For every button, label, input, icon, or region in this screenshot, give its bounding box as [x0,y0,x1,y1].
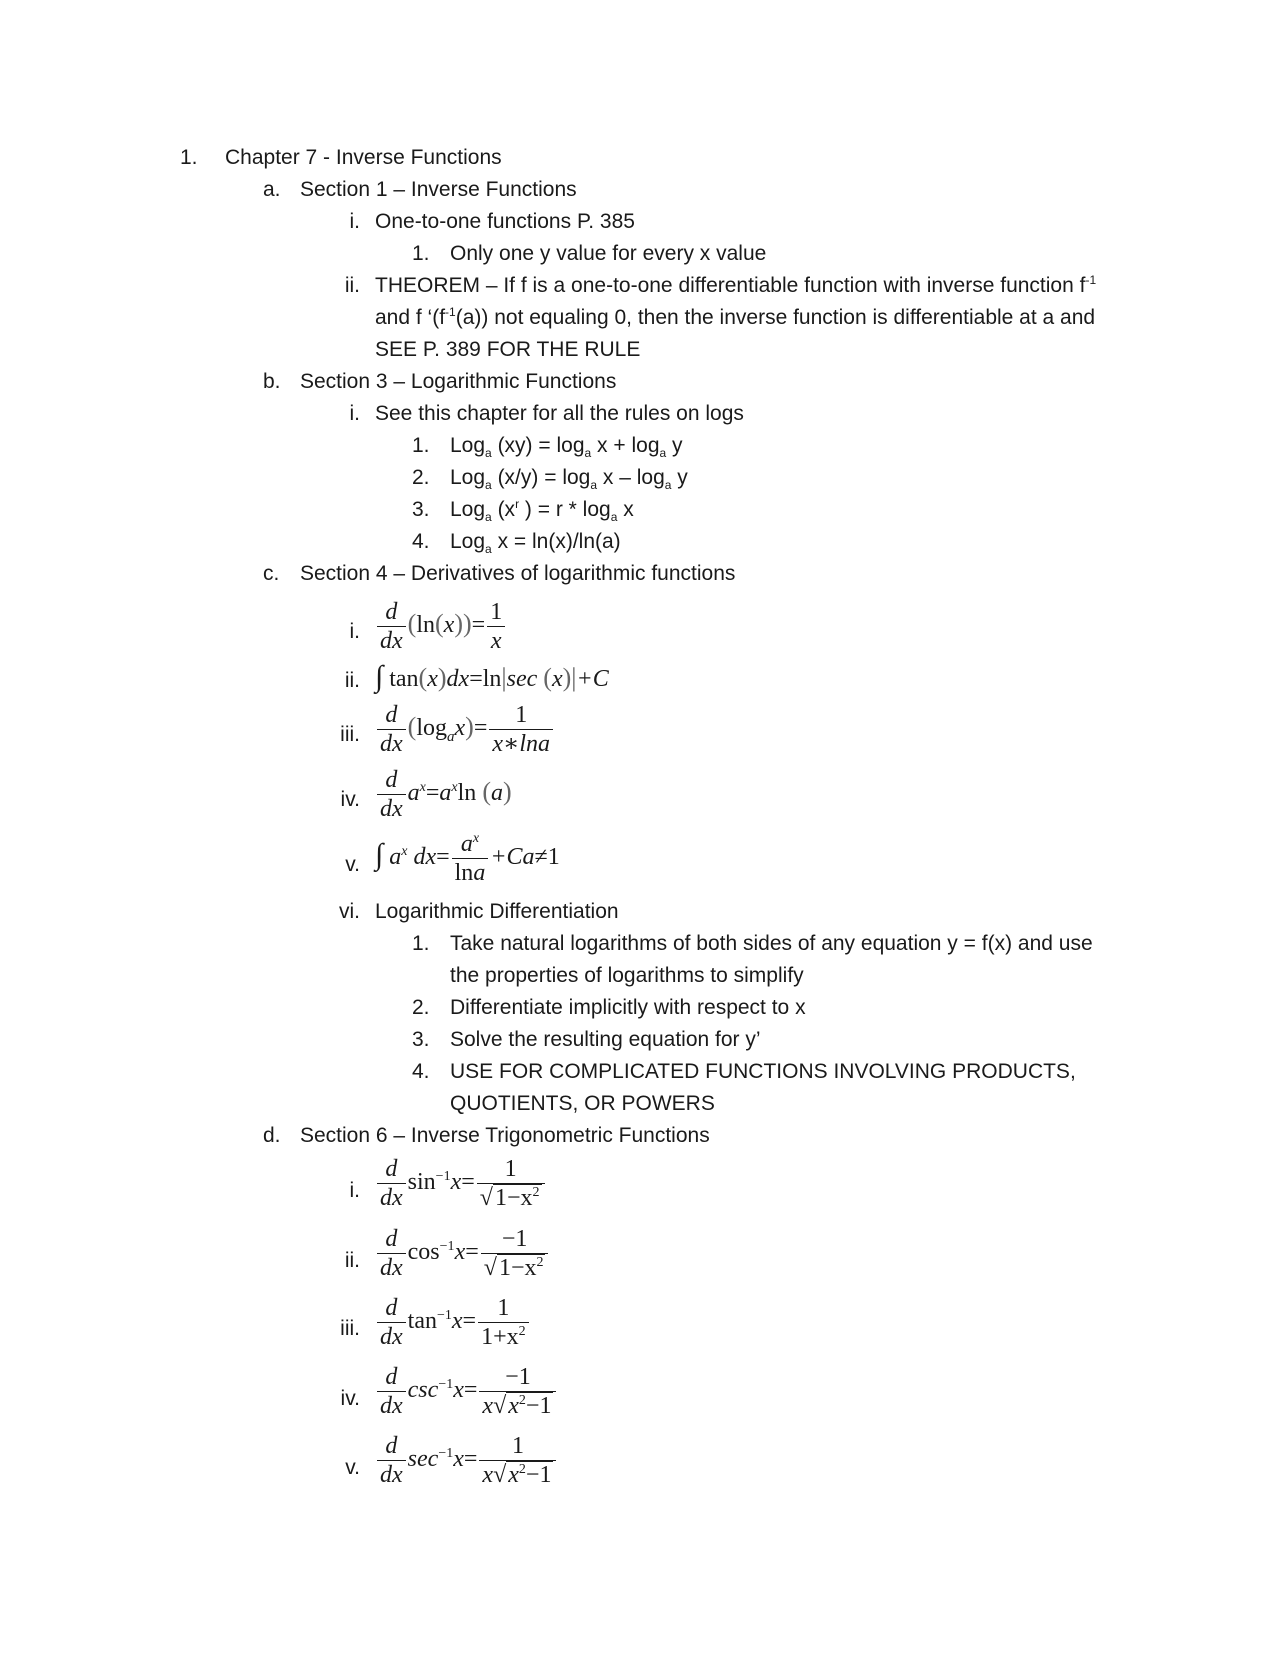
list-marker: i. [349,1179,360,1202]
formula-exp-integral: ∫ $a^x$ dx= $\frac{a^x}{\ln a}$ +Ca≠1 [375,831,560,886]
section-heading: Section 4 – Derivatives of logarithmic functions [300,562,736,585]
list-marker: ii. [344,669,360,692]
list-item: USE FOR COMPLICATED FUNCTIONS INVOLVING PRODUCTS, [450,1060,1076,1083]
log-rule: Log$_a$ $(xy) = \log_a x + \log_a y$ [450,434,683,461]
theorem-line: SEE P. 389 FOR THE RULE [375,338,641,361]
log-rule: Log$_a$ x = ln(x)/ln(a) [450,530,621,557]
list-marker: i. [349,402,360,425]
list-marker: 3. [412,1028,430,1051]
section-heading: Section 1 – Inverse Functions [300,178,577,201]
list-marker: 1. [180,146,198,169]
list-marker: 3. [412,498,430,521]
list-item: Solve the resulting equation for y’ [450,1028,761,1051]
list-marker: b. [263,370,281,393]
formula-arcsin-derivative: $\frac{d}{dx}$ $\sin^{-1}x=$ $\frac{1}{√1-x^2}$ [375,1155,547,1212]
theorem-line: THEOREM – If f is a one-to-one differentiable function with inverse function $f^{-1}$ [375,273,1097,297]
formula-arccsc-derivative: $\frac{d}{dx}$ $\csc^{-1}x=$ $\frac{-1}{x√x^2-1}$ [375,1363,558,1420]
list-marker: 1. [412,434,430,457]
formula-loga-derivative: $\frac{d}{dx}$ $(\log_ax)=$ $\frac{1}{x∗\ln a}$ [375,701,555,758]
formula-arcsec-derivative: $\frac{d}{dx}$ $\sec^{-1}x=$ $\frac{1}{x√x^2-1}$ [375,1432,558,1489]
list-marker: i. [349,620,360,643]
list-marker: v. [345,1456,360,1479]
list-marker: 2. [412,996,430,1019]
formula-tan-integral: ∫ tan(x)dx=ln|sec (x)|+C [375,660,609,693]
list-marker: iv. [340,788,360,811]
list-marker: v. [345,853,360,876]
list-item: Differentiate implicitly with respect to x [450,996,806,1019]
chapter-heading: Chapter 7 - Inverse Functions [225,146,502,169]
formula-ln-derivative: $\frac{d}{dx}$ (ln(x))= $\frac{1}{x}$ [375,598,507,655]
list-item: the properties of logarithms to simplify [450,964,804,987]
list-marker: vi. [339,900,360,923]
list-marker: ii. [344,1249,360,1272]
list-marker: iii. [340,723,360,746]
list-marker: a. [263,178,281,201]
section-heading: Section 3 – Logarithmic Functions [300,370,617,393]
section-heading: Section 6 – Inverse Trigonometric Functions [300,1124,710,1147]
list-marker: 4. [412,1060,430,1083]
list-marker: 4. [412,530,430,553]
log-rule: Log$_a$ $(x/y) = \log_a x - \log_a y$ [450,466,688,493]
list-item: Logarithmic Differentiation [375,900,619,923]
list-marker: 1. [412,242,430,265]
formula-arccos-derivative: $\frac{d}{dx}$ $\cos^{-1}x=$ $\frac{-1}{√1-x^2}$ [375,1225,550,1282]
formula-exp-derivative: $\frac{d}{dx}$ $a^x=a^x\ln$ (a) [375,766,512,823]
theorem-line: and f ‘$(f^{-1}(a))$ not equaling 0, then the inverse function is differentiable at a and [375,305,1096,329]
list-marker: d. [263,1124,281,1147]
list-marker: 2. [412,466,430,489]
log-rule: Log$_a$ ($x^r$ ) = r * $\log_a x$ [450,497,634,525]
list-item: See this chapter for all the rules on logs [375,402,744,425]
list-marker: i. [349,210,360,233]
list-item: One-to-one functions P. 385 [375,210,635,233]
formula-arctan-derivative: $\frac{d}{dx}$ $\tan^{-1}x=$ $\frac{1}{1+x^2}$ [375,1294,531,1351]
list-marker: iii. [340,1317,360,1340]
list-marker: c. [263,562,280,585]
list-item: Only one y value for every x value [450,242,767,265]
list-marker: iv. [340,1387,360,1410]
list-marker: ii. [344,274,360,297]
list-item: QUOTIENTS, OR POWERS [450,1092,715,1115]
list-item: Take natural logarithms of both sides of any equation y = f(x) and use [450,932,1093,955]
list-marker: 1. [412,932,430,955]
